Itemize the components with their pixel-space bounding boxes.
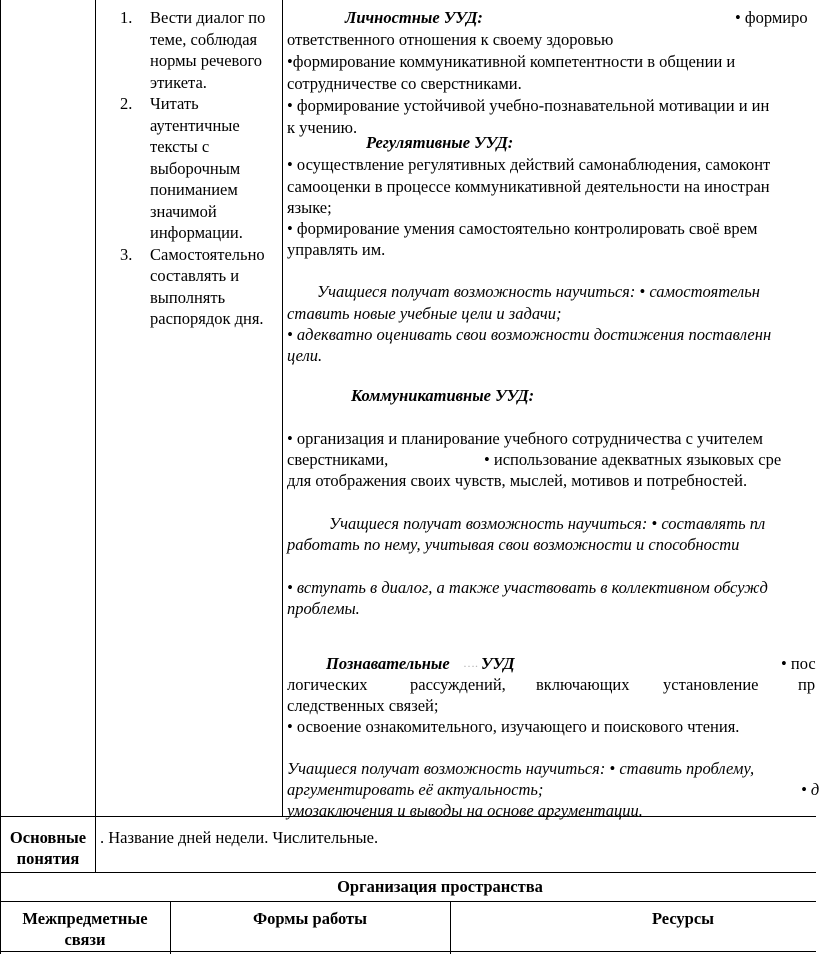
regulative-text: языке; (287, 198, 332, 217)
grid-line (282, 0, 283, 816)
personal-text: •формирование коммуникативной компетентности в общении и (287, 52, 736, 71)
grid-line (0, 901, 816, 902)
regulative-learn-text: ставить новые учебные цели и задачи; (287, 304, 562, 323)
personal-text: • формиро (735, 8, 808, 27)
concepts-label: Основные (9, 828, 87, 847)
cognitive-heading: УУД (481, 654, 515, 673)
cognitive-learn-text: • д (801, 780, 819, 799)
regulative-text: • осуществление регулятивных действий самонаблюдения, самоконт (287, 155, 771, 174)
space-title: Организация пространства (337, 877, 543, 896)
regulative-text: управлять им. (287, 240, 386, 259)
list-item (120, 93, 280, 244)
personal-heading: Личностные УУД: (345, 8, 483, 27)
cognitive-text: включающих (536, 675, 630, 694)
communicative-heading: Коммуникативные УУД: (351, 386, 535, 405)
list-number: 1. (120, 8, 133, 27)
communicative-learn-text: • вступать в диалог, а также участвовать в коллективном обсужд (287, 578, 768, 597)
personal-text: ответственного отношения к своему здоровью (287, 30, 614, 49)
space-col-header: Ресурсы (651, 909, 715, 928)
regulative-learn-text: • адекватно оценивать свои возможности достижения поставленн (287, 325, 772, 344)
regulative-heading: Регулятивные УУД: (366, 133, 514, 152)
personal-text: • формирование устойчивой учебно-познавательной мотивации и ин (287, 96, 770, 115)
personal-text: сотрудничестве со сверстниками. (287, 74, 522, 93)
regulative-learn-text: Учащиеся получат возможность научиться: • самостоятельн (317, 282, 760, 301)
regulative-text: • формирование умения самостоятельно контролировать своё врем (287, 219, 758, 238)
cognitive-learn-text: Учащиеся получат возможность научиться: • ставить проблему, (287, 759, 755, 778)
cognitive-text: пр (798, 675, 816, 694)
cognitive-text: • освоение ознакомительного, изучающего и поискового чтения. (287, 717, 740, 736)
grid-line (0, 872, 816, 873)
list-number: 3. (120, 244, 133, 264)
communicative-text: сверстниками, (287, 450, 389, 469)
list-item (120, 7, 280, 93)
cognitive-heading: Познавательные (326, 654, 450, 673)
cognitive-text: рассуждений, (410, 675, 506, 694)
goals-list (120, 7, 280, 330)
communicative-text: • использование адекватных языковых сре (484, 450, 782, 469)
list-number: 2. (120, 94, 133, 113)
concepts-label: понятия (16, 849, 80, 868)
cognitive-dots: …. (463, 656, 478, 670)
personal-text: к учению. (287, 118, 358, 137)
grid-line (0, 0, 1, 954)
list-text: Вести диалог по теме, соблюдая нормы речевого этикета. (150, 8, 266, 92)
concepts-value: . Название дней недели. Числительные. (100, 828, 379, 847)
communicative-learn-text: Учащиеся получат возможность научиться: • составлять пл (329, 514, 766, 533)
communicative-text: для отображения своих чувств, мыслей, мотивов и потребностей. (287, 471, 748, 490)
cognitive-text: логических (287, 675, 368, 694)
cognitive-text: установление (663, 675, 759, 694)
list-text: Читать аутентичные тексты с выборочным пониманием значимой информации. (150, 94, 243, 242)
cognitive-text: следственных связей; (287, 696, 439, 715)
space-col-header: Межпредметные (22, 909, 148, 928)
grid-line (95, 0, 96, 872)
list-item (120, 244, 280, 330)
communicative-learn-text: работать по нему, учитывая свои возможности и способности (287, 535, 740, 554)
communicative-text: • организация и планирование учебного сотрудничества с учителем (287, 429, 763, 448)
communicative-learn-text: проблемы. (287, 599, 360, 618)
space-col-header: связи (64, 930, 106, 949)
regulative-text: самооценки в процессе коммуникативной деятельности на иностран (287, 177, 770, 196)
cognitive-text: • пос (781, 654, 816, 673)
cognitive-learn-text: умозаключения и выводы на основе аргументации. (287, 801, 643, 820)
cognitive-learn-text: аргументировать её актуальность; (287, 780, 544, 799)
regulative-learn-text: цели. (287, 346, 323, 365)
space-col-header: Формы работы (252, 909, 368, 928)
grid-line (0, 951, 816, 952)
list-text: Самостоятельно составлять и выполнять распорядок дня. (150, 244, 265, 328)
